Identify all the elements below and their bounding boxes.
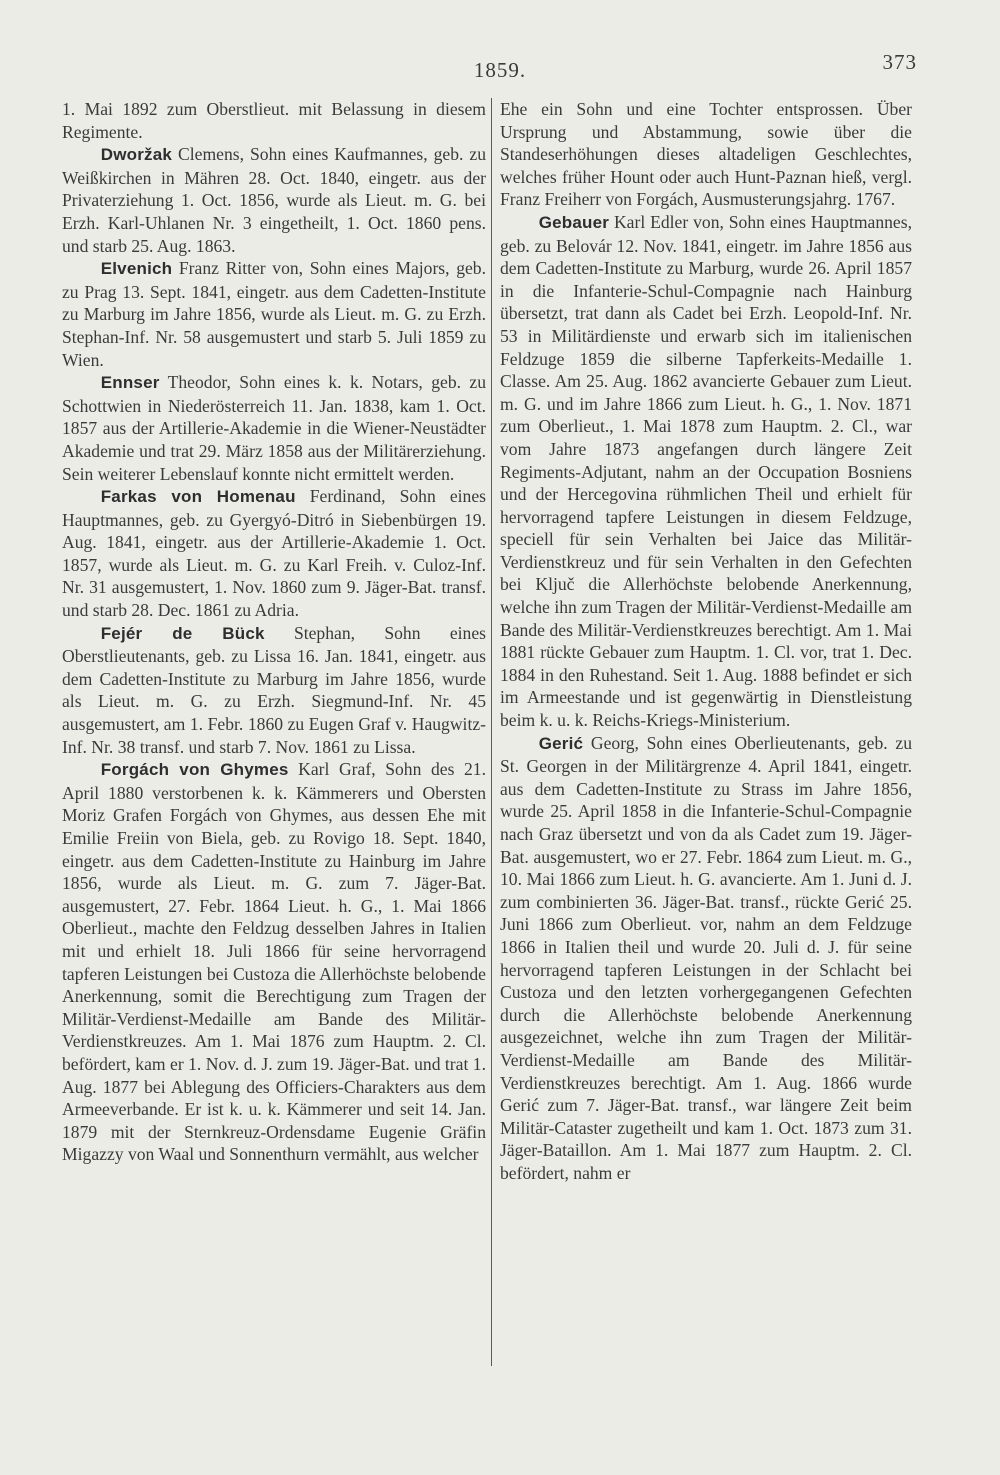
left-column [62, 98, 486, 1166]
entry-text: Franz Ritter von, Sohn eines Majors, geb. zu Prag 13. Sept. 1841, eingetr. aus dem Cadetten-Institute zu Marburg im Jahre 1856, wurde als Lieut. m. G. zu Erzh. Stephan-Inf. Nr. 58 ausgemustert und starb 5. Juli 1859 zu Wien. [62, 258, 486, 370]
entry-text: Georg, Sohn eines Oberlieutenants, geb. zu St. Georgen in der Militärgrenze 4. April 1841, eingetr. aus dem Cadetten-Institute zu Strass im Jahre 1856, wurde 25. April 1858 in die Infanterie-Schul-Compagnie nach Graz übersetzt und von da als Cadet zum 19. Jäger-Bat. ausgemustert, wo er 27. Febr. 1864 zum Lieut. m. G., 10. Mai 1866 zum Lieut. h. G. avancierte. Am 1. Juni d. J. zum combinierten 36. Jäger-Bat. transf., rückte Gerić 25. Juni 1866 zum Oberlieut. vor, nahm an dem Feldzuge 1866 in Italien theil und wurde 20. Juli d. J. für seine hervorragend tapferen Leistungen in der Schlacht bei Custoza und den letzten vorhergegangenen Gefechten durch die Allerhöchste belobende Anerkennung ausgezeichnet, welche ihn zum Tragen der Militär-Verdienst-Medaille am Bande des Militär-Verdienstkreuzes berechtigt. Am 1. Aug. 1866 wurde Gerić zum 7. Jäger-Bat. transf., war längere Zeit beim Militär-Cataster zugetheilt und kam 1. Oct. 1873 zum 31. Jäger-Bataillon. Am 1. Mai 1877 zum Hauptm. 2. Cl. befördert, nahm er [500, 732, 912, 1183]
entry-dworzak [62, 143, 486, 257]
entry-elvenich [62, 257, 486, 371]
page-header [0, 50, 1000, 88]
entry-text: Clemens, Sohn eines Kaufmannes, geb. zu Weißkirchen in Mähren 28. Oct. 1840, eingetr. aus der Privaterziehung 1. Oct. 1856, wurde als Lieut. m. G. bei Erzh. Karl-Uhlanen Nr. 3 eingetheilt, 1. Oct. 1860 pens. und starb 25. Aug. 1863. [62, 144, 486, 256]
entry-text: 1. Mai 1892 zum Oberstlieut. mit Belassung in diesem Regimente. [62, 99, 486, 142]
entry-text: Karl Edler von, Sohn eines Hauptmannes, geb. zu Belovár 12. Nov. 1841, eingetr. im Jahre 1856 aus dem Cadetten-Institute zu Marburg, wurde 26. April 1857 in die Infanterie-Schul-Compagnie nach Hainburg übersetzt, trat dann als Cadet bei Erzh. Leopold-Inf. Nr. 53 in Militärdienste und erwarb sich im italienischen Feldzuge 1859 die silberne Tapferkeits-Medaille 1. Classe. Am 25. Aug. 1862 avancierte Gebauer zum Lieut. m. G. und im Jahre 1866 zum Lieut. h. G., 1. Nov. 1871 zum Oberlieut., 1. Mai 1878 zum Hauptm. 2. Cl., war vom Jahre 1873 angefangen durch längere Zeit Regiments-Adjutant, nahm an der Occupation Bosniens und der Hercegovina rühmlichen Theil und erhielt für hervorragend tapfere Leistungen in diesem Feldzuge, speciell für sein Verhalten bei Jaice das Militär-Verdienstkreuz und für sein Verhalten in den Gefechten bei Ključ die Allerhöchste belobende Anerkennung, welche ihn zum Tragen der Militär-Verdienst-Medaille am Bande des Militär-Verdienstkreuzes berechtigt. Am 1. Mai 1881 rückte Gebauer zum Hauptm. 1. Cl. vor, trat 1. Dec. 1884 in den Ruhestand. Seit 1. Aug. 1888 befindet er sich im Armeestande und ist gegenwärtig in Dienstleistung beim k. u. k. Reichs-Kriegs-Ministerium. [500, 211, 912, 731]
entry-gebauer [500, 211, 912, 732]
entry-text: Theodor, Sohn eines k. k. Notars, geb. zu Schottwien in Niederösterreich 11. Jan. 1838, kam 1. Oct. 1857 aus der Artillerie-Akademie in die Wiener-Neustädter Akademie und trat 29. März 1858 aus der Militärerziehung. Sein weiterer Lebenslauf konnte nicht ermittelt werden. [62, 372, 486, 484]
page-year: 1859. [473, 58, 527, 82]
page-number: 373 [882, 50, 917, 74]
entry-geric [500, 732, 912, 1185]
entry-name: Gebauer [538, 212, 610, 232]
entry-text: Ferdinand, Sohn eines Hauptmannes, geb. zu Gyergyó-Ditró in Siebenbürgen 19. Aug. 1841, eingetr. aus der Artillerie-Akademie 1. Oct. 1857, wurde als Lieut. m. G. zu Karl Freih. v. Culoz-Inf. Nr. 31 ausgemustert, 1. Nov. 1860 zum 9. Jäger-Bat. transf. und starb 28. Dec. 1861 zu Adria. [62, 486, 486, 621]
entry-name: Elvenich [100, 259, 173, 279]
right-column [500, 98, 912, 1185]
entry-fejer [62, 622, 486, 759]
entry-text: Stephan, Sohn eines Oberstlieutenants, geb. zu Lissa 16. Jan. 1841, eingetr. aus dem Cadetten-Institute zu Marburg im Jahre 1856, wurde als Lieut. m. G. zu Erzh. Siegmund-Inf. Nr. 45 ausgemustert, am 1. Febr. 1860 zu Eugen Graf v. Haugwitz-Inf. Nr. 38 transf. und starb 7. Nov. 1861 zu Lissa. [62, 622, 486, 757]
entry-name: Ennser [100, 373, 160, 393]
entry-farkas [62, 485, 486, 622]
entry-name: Gerić [538, 733, 584, 753]
entry-name: Fejér de Bück [100, 623, 265, 643]
entry-ennser [62, 371, 486, 485]
entry-continuation [62, 98, 486, 143]
column-divider [491, 98, 492, 1366]
entry-name: Forgách von Ghymes [100, 760, 289, 780]
entry-name: Dworžak [100, 145, 173, 165]
entry-continuation [500, 98, 912, 211]
entry-text: Ehe ein Sohn und eine Tochter entsprossen. Über Ursprung und Abstammung, sowie über die Standeserhöhungen dieses altadeligen Geschlechtes, welches früher Hount oder auch Hunt-Paznan hieß, vergl. Franz Freiherr von Forgách, Ausmusterungsjahrg. 1767. [500, 99, 912, 210]
entry-forgach [62, 758, 486, 1166]
entry-text: Karl Graf, Sohn des 21. April 1880 verstorbenen k. k. Kämmerers und Obersten Moriz Grafen Forgách von Ghymes, aus dessen Ehe mit Emilie Freiin von Biela, geb. zu Rovigo 18. Sept. 1840, eingetr. aus dem Cadetten-Institute zu Hainburg im Jahre 1856, wurde als Lieut. m. G. zum 7. Jäger-Bat. ausgemustert, 27. Febr. 1864 Lieut. h. G., 1. Mai 1866 Oberlieut., machte den Feldzug desselben Jahres in Italien mit und erhielt 18. Juli 1866 für seine hervorragend tapferen Leistungen bei Custoza die Allerhöchste belobende Anerkennung, somit die Berechtigung zum Tragen der Militär-Verdienst-Medaille am Bande des Militär-Verdienstkreuzes. Am 1. Mai 1876 zum Hauptm. 2. Cl. befördert, kam er 1. Nov. d. J. zum 19. Jäger-Bat. und trat 1. Aug. 1877 bei Ablegung des Officiers-Charakters aus dem Armeeverbande. Er ist k. u. k. Kämmerer und seit 14. Jan. 1879 mit der Sternkreuz-Ordensdame Eugenie Gräfin Migazzy von Waal und Sonnenthurn vermählt, aus welcher [62, 759, 486, 1165]
entry-name: Farkas von Homenau [100, 487, 296, 507]
